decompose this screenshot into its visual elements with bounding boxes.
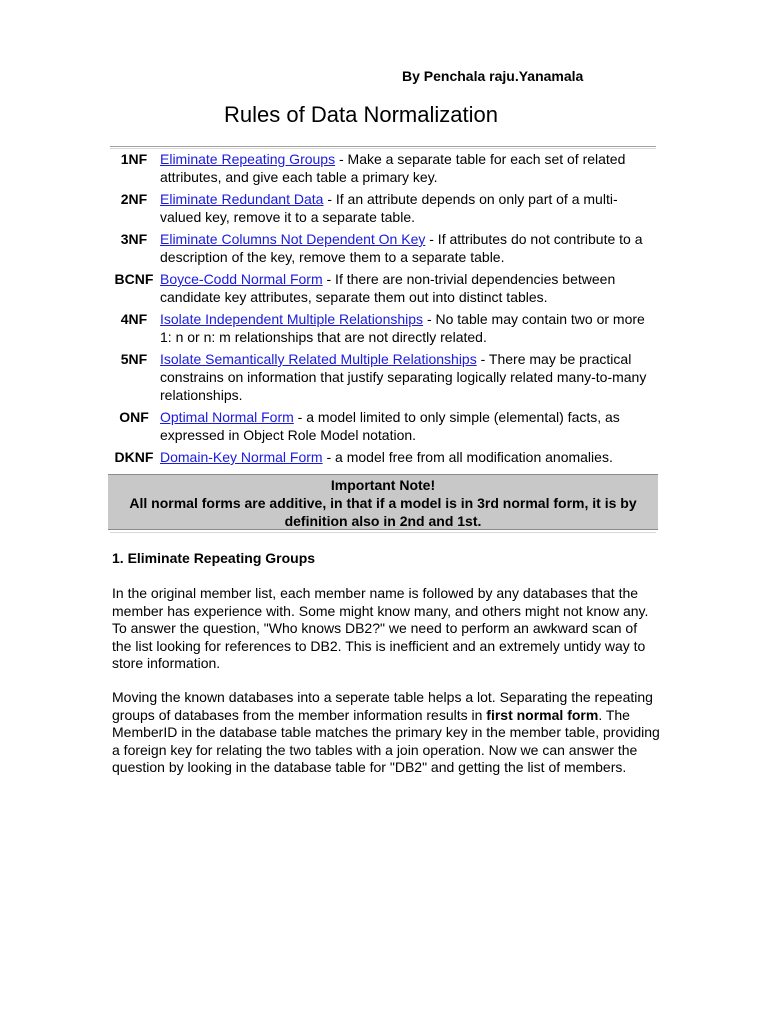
important-note-box: [108, 474, 658, 530]
nf-description: [160, 150, 658, 190]
nf-link-dknf[interactable]: Domain-Key Normal Form: [160, 449, 323, 465]
paragraph-2-text-end: . The MemberID in the database table matches the primary key in the member table, providing a foreign key for relating the two tables with a join operation. Now we can answer the question by looking in the database table for "DB2" and getting the list of members.: [112, 706, 660, 775]
nf-abbr: BCNF: [114, 271, 154, 287]
nf-abbr: DKNF: [114, 449, 154, 465]
nf-description: [160, 408, 658, 448]
nf-desc-text: - Make a separate table for each set of related attributes, and give each table a primary key.: [160, 151, 626, 185]
nf-abbr: 1NF: [120, 151, 148, 167]
nf-abbr: 2NF: [120, 191, 148, 207]
note-body: All normal forms are additive, in that if a model is in 3rd normal form, it is by definition also in 2nd and 1st.: [129, 495, 637, 529]
nf-description: [160, 230, 658, 270]
nf-desc-text: - If an attribute depends on only part of a multi-valued key, remove it to a separate table.: [160, 191, 618, 225]
nf-abbr: 5NF: [120, 351, 148, 367]
nf-description: [160, 270, 658, 310]
author-byline: By Penchala raju.Yanamala: [402, 68, 584, 84]
nf-link-onf[interactable]: Optimal Normal Form: [160, 409, 294, 425]
normal-forms-table: [110, 150, 658, 470]
nf-abbr: 3NF: [120, 231, 148, 247]
paragraph-2-bold-term: first normal form: [486, 706, 599, 723]
nf-link-bcnf[interactable]: Boyce-Codd Normal Form: [160, 271, 323, 287]
nf-link-2nf[interactable]: Eliminate Redundant Data: [160, 191, 324, 207]
nf-link-5nf[interactable]: Isolate Semantically Related Multiple Relationships: [160, 351, 477, 367]
nf-desc-text: - a model free from all modification anomalies.: [322, 449, 613, 465]
nf-abbr: 4NF: [120, 311, 148, 327]
paragraph-2-text: Moving the known databases into a seperate table helps a lot. Separating the repeating groups of databases from the member information results in: [112, 689, 653, 723]
nf-row-4nf: [110, 310, 658, 350]
nf-desc-text: - If attributes do not contribute to a description of the key, remove them to a separate table.: [160, 231, 643, 265]
bottom-divider: [110, 532, 656, 534]
nf-abbr: ONF: [119, 409, 149, 425]
nf-row-bcnf: [110, 270, 658, 310]
nf-desc-text: - If there are non-trivial dependencies between candidate key attributes, separate them out into distinct tables.: [160, 271, 616, 305]
nf-row-2nf: [110, 190, 658, 230]
paragraph-2: [112, 689, 660, 777]
nf-link-3nf[interactable]: Eliminate Columns Not Dependent On Key: [160, 231, 426, 247]
nf-description: [160, 190, 658, 230]
nf-description: [160, 448, 658, 470]
nf-row-5nf: [110, 350, 658, 408]
paragraph-1: In the original member list, each member name is followed by any databases that the member has experience with. Some might know many, and others might not know any. To answer the question, "Who knows DB2?" we need to perform an awkward scan of the list looking for references to DB2. This is inefficient and an extremely untidy way to store information.: [112, 585, 649, 671]
nf-description: [160, 310, 658, 350]
nf-link-4nf[interactable]: Isolate Independent Multiple Relationships: [160, 311, 424, 327]
nf-row-3nf: [110, 230, 658, 270]
section-heading: 1. Eliminate Repeating Groups: [112, 550, 316, 566]
nf-row-dknf: [110, 448, 658, 470]
page-title: Rules of Data Normalization: [224, 102, 498, 127]
nf-link-1nf[interactable]: Eliminate Repeating Groups: [160, 151, 336, 167]
nf-row-1nf: [110, 150, 658, 190]
nf-desc-text: - a model limited to only simple (elemental) facts, as expressed in Object Role Model notation.: [160, 409, 620, 443]
nf-desc-text: - There may be practical constrains on information that justify separating logically related many-to-many relationships.: [160, 351, 647, 403]
top-divider: [110, 146, 656, 149]
note-title: Important Note!: [330, 477, 436, 493]
nf-desc-text: - No table may contain two or more 1: n or n: m relationships that are not directly related.: [160, 311, 645, 345]
nf-row-onf: [110, 408, 658, 448]
nf-description: [160, 350, 658, 408]
